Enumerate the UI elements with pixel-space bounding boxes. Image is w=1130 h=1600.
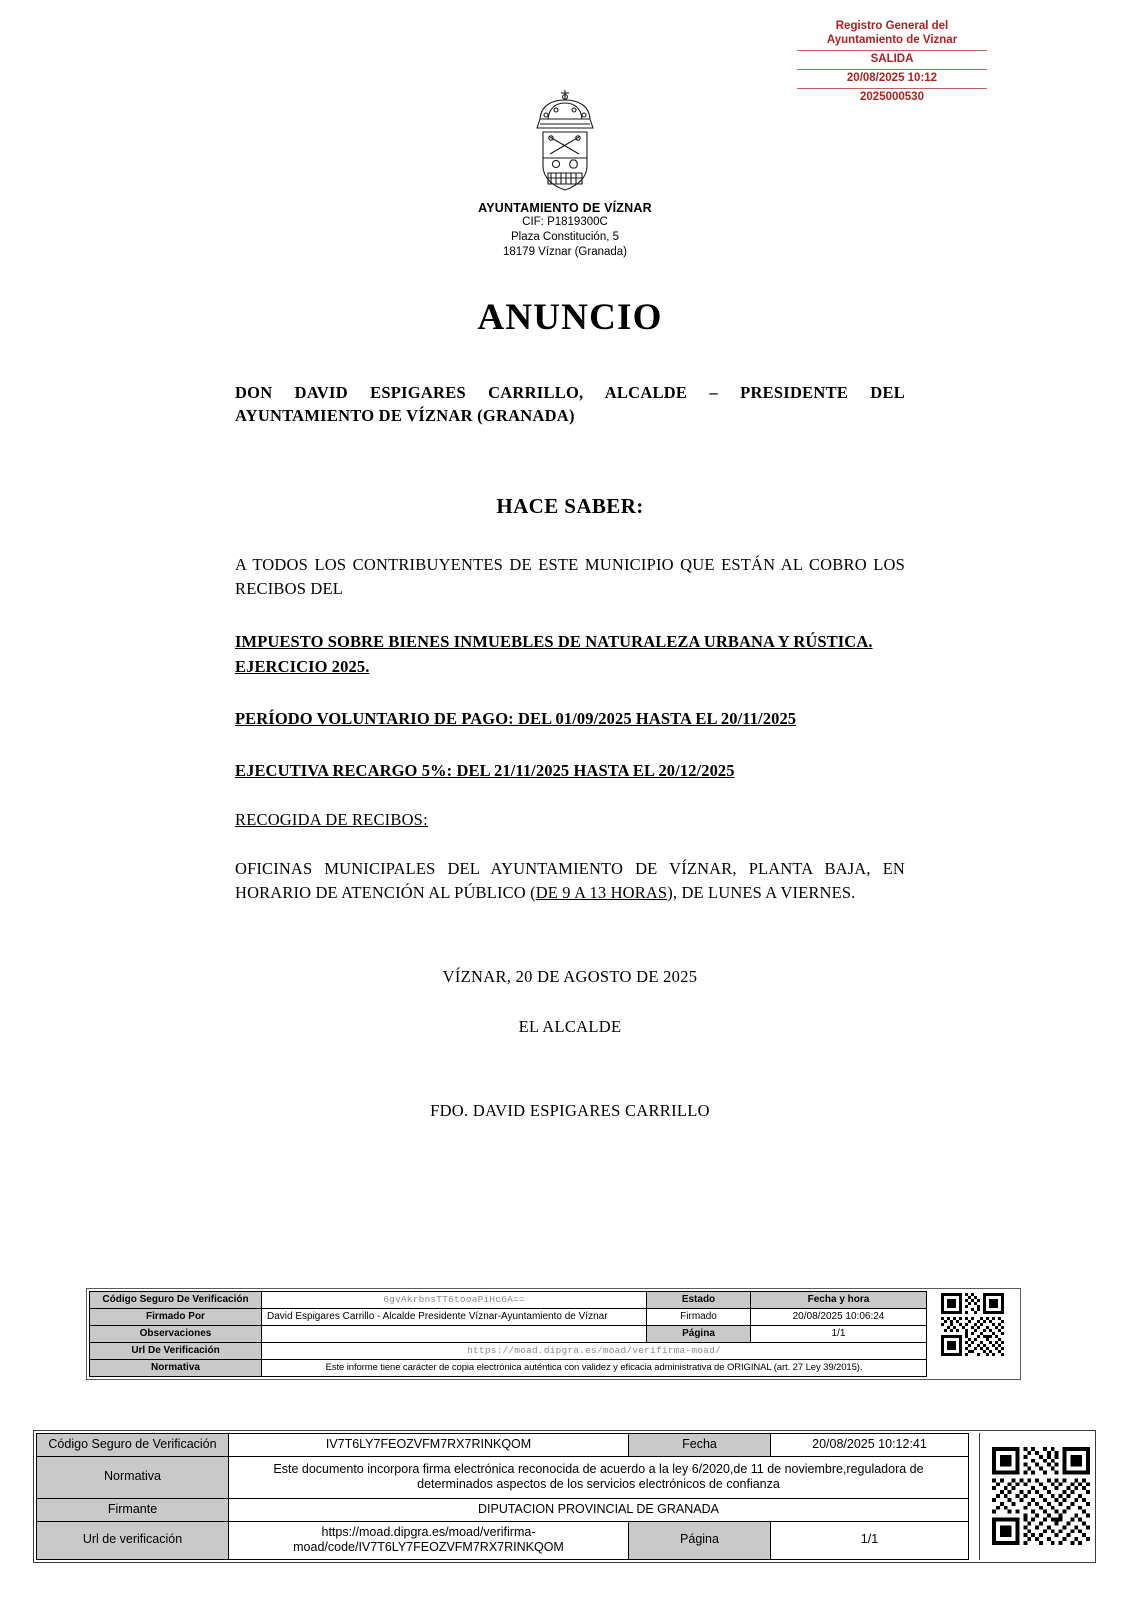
pagina-label: Página: [629, 1521, 771, 1559]
table-row: [37, 1521, 969, 1559]
verifirma-table-2: [36, 1433, 969, 1560]
registro-type: SALIDA: [797, 51, 987, 70]
url-value-line2: moad/code/IV7T6LY7FEOZVFM7RX7RINKQOM: [293, 1540, 564, 1555]
collection-label-text: RECOGIDA DE RECIBOS:: [235, 810, 428, 829]
registro-datetime: 20/08/2025 10:12: [797, 70, 987, 89]
fecha-label: Fecha: [629, 1434, 771, 1457]
registro-number: 2025000530: [860, 91, 924, 104]
letterhead-postal: 18179 Víznar (Granada): [502, 246, 628, 259]
collection-label: [235, 810, 905, 830]
offices-text-part1: OFICINAS MUNICIPALES DEL AYUNTAMIENTO DE VÍZNAR, PLANTA BAJA, EN HORARIO DE ATENCIÓN AL PÚBLICO (: [235, 859, 905, 902]
registro-title-line1: Registro General del: [835, 20, 949, 32]
pagina-label: Página: [647, 1326, 751, 1343]
table-row: [90, 1326, 927, 1343]
executive-surcharge-period-text: EJECUTIVA RECARGO 5%: DEL 21/11/2025 HASTA EL 20/12/2025: [235, 760, 735, 780]
voluntary-payment-period: [235, 706, 905, 731]
offices-hours: DE 9 A 13 HORAS: [535, 882, 668, 902]
table-row: [90, 1360, 927, 1377]
registro-title: [797, 18, 987, 51]
normativa-value: Este informe tiene carácter de copia electrónica auténtica con validez y eficacia administrativa de ORIGINAL (art. 27 Ley 39/2015).: [262, 1360, 927, 1377]
url-value[interactable]: [229, 1521, 629, 1559]
tax-title-text: IMPUESTO SOBRE BIENES INMUEBLES DE NATURALEZA URBANA Y RÚSTICA. EJERCICIO 2025.: [235, 631, 873, 676]
document-body: [235, 296, 905, 1121]
letterhead-address: Plaza Constitución, 5: [510, 231, 620, 244]
offices-text-part2: ), DE LUNES A VIERNES.: [667, 882, 856, 902]
csv-label: Código Seguro de Verificación: [37, 1434, 229, 1457]
registro-title-line2: Ayuntamiento de Viznar: [826, 34, 958, 47]
tax-title: [235, 629, 905, 679]
normativa-label: Normativa: [90, 1360, 262, 1377]
pagina-value: 1/1: [751, 1326, 927, 1343]
page-title: ANUNCIO: [477, 297, 663, 338]
table-row: [90, 1309, 927, 1326]
table-row: [37, 1456, 969, 1498]
firmante-label: Firmante: [37, 1498, 229, 1521]
letterhead-cif: CIF: P1819300C: [522, 216, 608, 228]
observaciones-value: [262, 1326, 647, 1343]
csv-value: 6gvAkrbnsTT6tooaPiHc6A==: [262, 1292, 647, 1309]
pagina-value: 1/1: [771, 1521, 969, 1559]
table-row: [37, 1498, 969, 1521]
letterhead: [0, 88, 1130, 261]
verifirma-block-2: [33, 1430, 1096, 1563]
url-label: Url de verificación: [37, 1521, 229, 1559]
voluntary-payment-period-text: PERÍODO VOLUNTARIO DE PAGO: DEL 01/09/2025 HASTA EL 20/11/2025: [235, 708, 797, 728]
firmante-value: DIPUTACION PROVINCIAL DE GRANADA: [229, 1498, 969, 1521]
offices-info: [235, 857, 905, 905]
verifirma-block-1: [86, 1288, 1021, 1380]
table-row: [90, 1343, 927, 1360]
estado-label: Estado: [647, 1292, 751, 1309]
normativa-label: Normativa: [37, 1456, 229, 1498]
closing-block: [235, 967, 905, 1121]
fecha-value: 20/08/2025 10:06:24: [751, 1309, 927, 1326]
estado-value: Firmado: [647, 1309, 751, 1326]
firmado-value: David Espigares Carrillo - Alcalde Presidente Víznar-Ayuntamiento de Víznar: [262, 1309, 647, 1326]
signer-role: EL ALCALDE: [518, 1016, 622, 1036]
qr-code-icon[interactable]: [979, 1433, 1090, 1560]
paragraph-contributors: A TODOS LOS CONTRIBUYENTES DE ESTE MUNICIPIO QUE ESTÁN AL COBRO LOS RECIBOS DEL: [235, 554, 905, 598]
declaration-heading: HACE SABER:: [496, 493, 644, 518]
observaciones-label: Observaciones: [90, 1326, 262, 1343]
fecha-value: 20/08/2025 10:12:41: [771, 1434, 969, 1457]
executive-surcharge-period: [235, 758, 905, 783]
letterhead-name: AYUNTAMIENTO DE VÍZNAR: [478, 201, 652, 215]
normativa-value: Este documento incorpora firma electrónica reconocida de acuerdo a la ley 6/2020,de 11 de noviembre,reguladora de determinados aspectos de los servicios electrónicos de confianza: [229, 1456, 969, 1498]
verifirma-table-1: [89, 1291, 927, 1377]
table-row: [90, 1292, 927, 1309]
firmado-label: Firmado Por: [90, 1309, 262, 1326]
url-label: Url De Verificación: [90, 1343, 262, 1360]
place-and-date: VÍZNAR, 20 DE AGOSTO DE 2025: [442, 966, 698, 986]
table-row: [37, 1434, 969, 1457]
csv-value: IV7T6LY7FEOZVFM7RX7RINKQOM: [229, 1434, 629, 1457]
csv-label: Código Seguro De Verificación: [90, 1292, 262, 1309]
mayor-declaration-intro: DON DAVID ESPIGARES CARRILLO, ALCALDE – PRESIDENTE DEL AYUNTAMIENTO DE VÍZNAR (GRANADA): [235, 383, 905, 426]
url-value[interactable]: https://moad.dipgra.es/moad/verifirma-moad/: [262, 1343, 927, 1360]
fecha-label: Fecha y hora: [751, 1292, 927, 1309]
url-value-line1: https://moad.dipgra.es/moad/verifirma-: [321, 1524, 536, 1539]
coat-of-arms-icon: [0, 88, 1130, 198]
signer-name: FDO. DAVID ESPIGARES CARRILLO: [430, 1100, 710, 1120]
qr-code-icon[interactable]: [941, 1293, 1004, 1356]
